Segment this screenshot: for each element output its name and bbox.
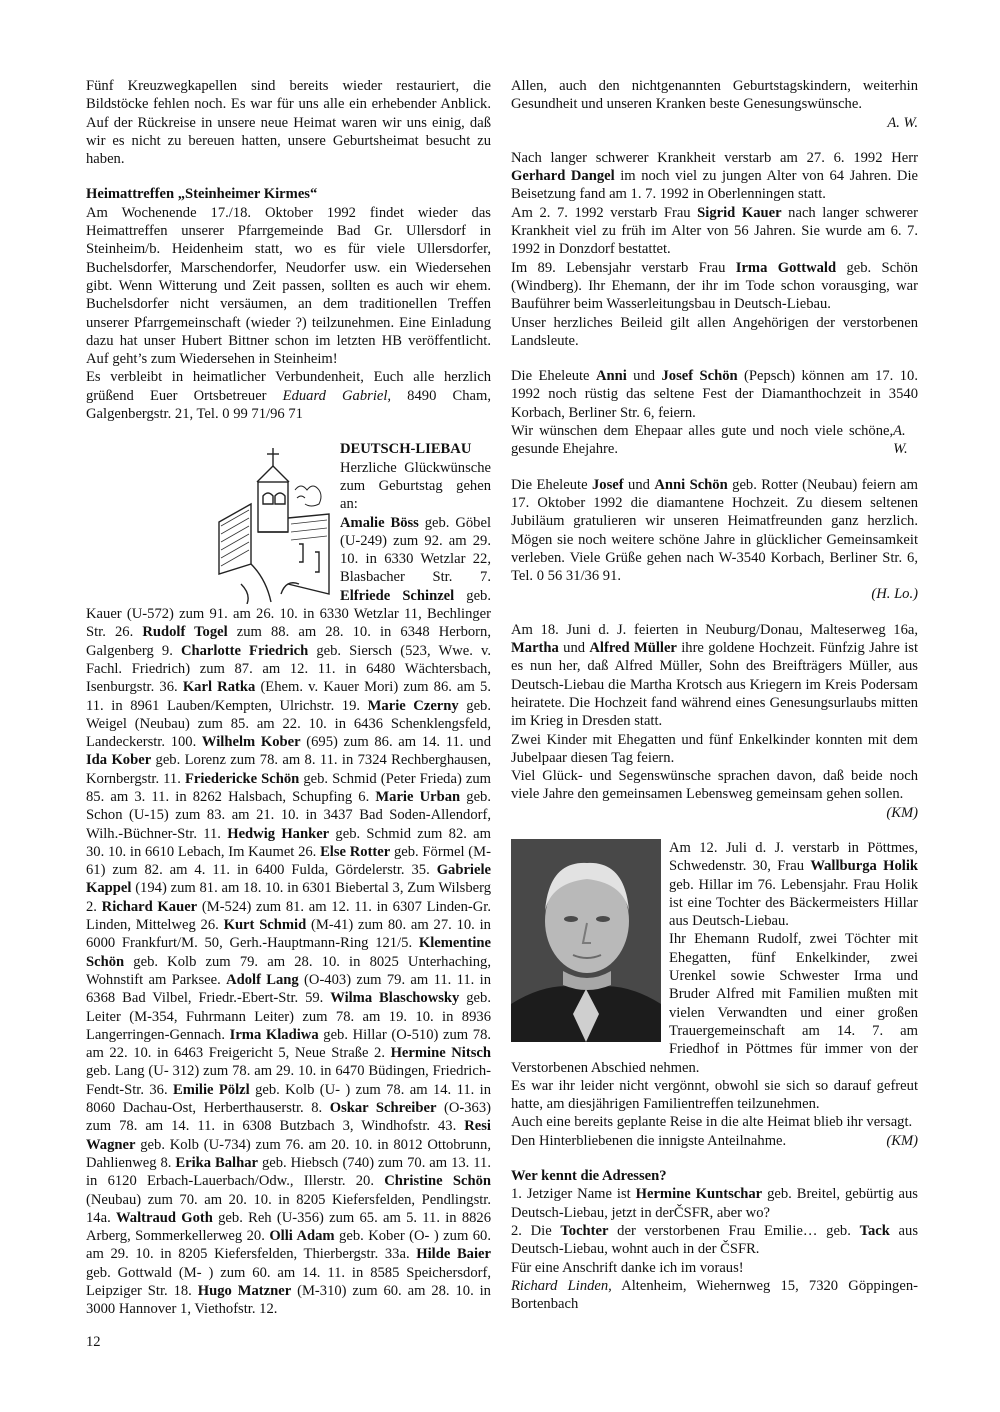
portrait-photo — [511, 839, 661, 1042]
kirmes-closing: Es verbleibt in heimatlicher Verbundenheit, Euch alle herzlich grüßend Euer Ortsbetreuer Eduard Gabriel, 8490 Cham, Galgenbergstr. 21, Tel. 0 99 71/96 71 — [86, 369, 491, 423]
address-sender: Richard Linden, Altenheim, Wiehernweg 15, 7320 Göppingen-Bortenbach — [511, 1277, 918, 1313]
birthday-intro: Herzliche Glückwünsche zum Geburtstag gehen an: — [340, 459, 491, 513]
birthday-entry: Richard Kauer (M-524) zum 81. am 12. 11. in 6307 Linden-Gr. Linden, Mittelweg 26. — [86, 898, 492, 934]
person-name: Hilde Baier — [416, 1246, 491, 1263]
birthday-entry: Hedwig Hanker geb. Schmid zum 82. am 30. 10. in 6610 Lebach, Im Kaumet 26. — [86, 825, 491, 860]
birthday-entry: Erika Balhar geb. Hiebsch (740) zum 70. am 13. 11. in 6120 Erbach-Lauerbach/Odw., Illerstr. 20. — [86, 1154, 491, 1190]
address-query-1: 1. Jetziger Name ist Hermine Kuntschar geb. Breitel, gebürtig aus Deutsch-Liebau, jetzt in derČSFR, aber wo? — [511, 1186, 918, 1221]
birthday-entry: Wilhelm Kober (695) zum 86. am 14. 11. und — [201, 734, 491, 751]
birthday-entry: Elfriede Schinzel geb. Kauer (U-572) zum 91. am 26. 10. in 6330 Wetzlar 11, Bechlinger Str. 26. — [86, 587, 492, 641]
obituary-holik — [511, 839, 918, 1077]
person-name: Kurt Schmid — [223, 917, 307, 934]
death-dangel: Nach langer schwerer Krankheit verstarb am 27. 6. 1992 Herr Gerhard Dangel im noch viel zu jungen Alter von 64 Jahren. Die Beisetzung fand am 1. 7. 1992 in Oberlenningen statt. — [511, 149, 918, 203]
golden-wedding-family: Zwei Kinder mit Ehegatten und fünf Enkelkinder konnten mit dem Jubelpaar diesen Tag feiern. — [511, 731, 918, 766]
person-name: Olli Adam — [269, 1228, 335, 1245]
condolence: Unser herzliches Beileid gilt allen Angehörigen der verstorbenen Landsleute. — [511, 314, 918, 349]
person-name: Marie Czerny — [367, 697, 459, 714]
person-name: Richard Kauer — [101, 898, 198, 915]
birthday-entry: Kurt Schmid (M-41) zum 80. am 27. 10. in 6000 Frankfurt/M. 50, Gerh.-Hauptmann-Ring 121/5. — [86, 917, 491, 952]
birthday-entry: Rudolf Togel zum 88. am 28. 10. in 6348 Herborn, Galgenberg 9. — [86, 624, 491, 659]
person-name: Emilie Pölzl — [172, 1081, 250, 1098]
wishes-text: Allen, auch den nichtgenannten Geburtstagskindern, weiterhin Gesundheit und unseren Kranken beste Genesungswünsche. — [511, 78, 918, 113]
person-name: Hermine Nitsch — [390, 1045, 491, 1062]
person-name: Else Rotter — [320, 843, 391, 860]
deutsch-liebau-heading: DEUTSCH-LIEBAU — [340, 441, 472, 458]
birthday-entry: Klementine Schön geb. Kolb zum 79. am 28. 10. in 8025 Unterhaching, Wohnstift am Parksee. — [86, 935, 491, 988]
left-column — [86, 77, 491, 1319]
birthday-entry: Wilma Blaschowsky geb. Leiter (M-354, Fuhrmann Leiter) zum 78. am 19. 10. in 8936 Langerringen-Gennach. — [86, 990, 491, 1043]
obituary-reunion: Es war ihr leider nicht vergönnt, obwohl sie sich so darauf gefreut hatte, am diesjährigen Familientreffen teilzunehmen. — [511, 1077, 918, 1113]
person-name: Hedwig Hanker — [227, 825, 330, 842]
diamond-wedding-josef-anni: Die Eheleute Josef und Anni Schön geb. Rotter (Neubau) feiern am 17. Oktober 1992 die diamantene Hochzeit. Zu diesem seltenen Jubiläum gratulieren wir unseren Heimatfreunden ganz herzlich. Mögen sie noch weitere schöne Jahre in glücklicher Gemeinsamkeit verleben. Viele Grüße gehen nach W-3540 Korbach, Berliner Str. 6, Tel. 0 56 31/36 91. — [511, 476, 918, 585]
signature: (KM) — [886, 804, 918, 821]
address-thanks: Für eine Anschrift danke ich im voraus! — [511, 1259, 744, 1276]
birthday-entry: Karl Ratka (Ehem. v. Kauer Mori) zum 86. am 5. 11. in 8961 Lauben/Kempten, Ulrichstr. 19. — [86, 679, 491, 714]
birthday-entry: Emilie Pölzl geb. Kolb (U- ) zum 78. am 14. 11. in 8060 Dachau-Ost, Herberthauserstr. 8. — [86, 1081, 491, 1117]
birthday-entry: Marie Urban geb. Schon (U-15) zum 83. am 21. 10. in 3437 Bad Soden-Allendorf, Wilh.-Büchner-Str. 11. — [86, 788, 491, 842]
person-name: Erika Balhar — [175, 1154, 259, 1171]
birthday-entry: Irma Kladiwa geb. Hillar (O-510) zum 78. am 22. 10. in 6463 Freigericht 5, Neue Straße 2. — [86, 1026, 492, 1062]
birthday-entry: Else Rotter geb. Förmel (M-61) zum 82. am 4. 11. in 6400 Fulda, Gördelerstr. 35. — [86, 843, 491, 879]
person-name: Christine Schön — [384, 1173, 491, 1190]
person-name: Ida Kober — [86, 752, 152, 769]
right-column — [511, 77, 918, 1313]
signature: (H. Lo.) — [871, 586, 918, 603]
birthday-entry: Hermine Nitsch geb. Lang (U- 312) zum 78. am 29. 10. in 6470 Büdingen, Friedrich-Fendt-Str. 36. — [86, 1045, 491, 1098]
kirmes-heading: Heimattreffen „Steinheimer Kirmes“ — [86, 186, 318, 203]
person-name: Marie Urban — [375, 788, 461, 805]
person-name: Elfriede Schinzel — [340, 587, 455, 604]
person-name: Wilhelm Kober — [201, 734, 301, 751]
signature: A. W. — [887, 114, 918, 131]
person-name: Rudolf Togel — [142, 624, 228, 641]
golden-wedding: Am 18. Juni d. J. feierten in Neuburg/Donau, Malteserweg 16a, Martha und Alfred Müller ihre goldene Hochzeit. Fünfzig Jahre ist es nun her, daß Alfred Müller, Sohn des Breifträgers Müller, aus Deutsch-Liebau die Martha Krotsch aus Kriegern im Kreis Podersam heiratete. Die Hochzeit fand während eines Genesungsurlaubs mitten im Krieg in Dresden statt. — [511, 621, 919, 730]
addresses-heading: Wer kennt die Adressen? — [511, 1168, 667, 1185]
signature: (KM) — [886, 1132, 918, 1149]
diamond-wish-line: Wir wünschen dem Ehepaar alles gute und noch viele schöne, gesunde Ehejahre. A. W. — [511, 422, 918, 459]
obituary-sympathy-line: Den Hinterbliebenen die innigste Anteilnahme. (KM) — [511, 1132, 918, 1149]
person-name: Klementine Schön — [86, 935, 491, 970]
obituary-family: Ihr Ehemann Rudolf, zwei Töchter mit Ehegatten, fünf Enkelkinder, zwei Urenkel sowie Schwester Irma und Bruder Alfred mit Familien mußten mit vielen Verwandten und einer großen Trauergemeinschaft am 14. 7. am Friedhof in Pöttmes für immer von der Verstorbenen Abschied nehmen. — [511, 931, 918, 1076]
birthday-entry: Christine Schön (Neubau) zum 70. am 20. 10. in 8205 Kiefersfelden, Pendlingstr. 14a. — [86, 1173, 491, 1226]
church-drawing-illustration — [211, 444, 336, 604]
person-name: Friedericke Schön — [184, 770, 300, 787]
signature: A. W. — [893, 423, 908, 458]
birthday-entry: Waltraud Goth geb. Reh (U-356) zum 65. am 5. 11. in 8826 Arberg, Sommerkellerweg 20. — [86, 1209, 492, 1245]
obituary-trip: Auch eine bereits geplante Reise in die alte Heimat blieb ihr versagt. — [511, 1114, 913, 1131]
birthday-entry: Friedericke Schön geb. Schmid (Peter Frieda) zum 85. am 3. 11. in 8262 Halsbach, Schupfing 6. — [86, 770, 491, 805]
death-gottwald: Im 89. Lebensjahr verstarb Frau Irma Gottwald geb. Schön (Windberg). Ihr Ehemann, der ihr im Tode schon vorausging, war Bauführer beim Wasserleitungsbau in Deutsch-Liebau. — [511, 259, 919, 313]
birthday-entry: Olli Adam geb. Kober (O- ) zum 60. am 29. 10. in 8205 Kiefersfelden, Thierbergstr. 33a. — [86, 1228, 491, 1263]
person-name: Charlotte Friedrich — [180, 642, 309, 659]
birthday-entry: Charlotte Friedrich geb. Siersch (523, Wwe. v. Fachl. Friedrich) zum 87. am 12. 11. in 6480 Wächtersbach, Isenburgstr. 36. — [86, 642, 491, 696]
person-name: Wilma Blaschowsky — [330, 990, 460, 1007]
person-name: Irma Kladiwa — [229, 1026, 319, 1043]
person-name: Oskar Schreiber — [329, 1100, 437, 1117]
person-name: Amalie Böss — [340, 514, 419, 531]
person-name: Karl Ratka — [182, 679, 256, 696]
birthday-entry: Ida Kober geb. Lorenz zum 78. am 8. 11. in 7324 Rechberghausen, Kornbergstr. 11. — [86, 752, 491, 787]
birthday-entry: Marie Czerny geb. Weigel (Neubau) zum 85. am 22. 10. in 6436 Schenklengsfeld, Landeckerstr. 100. — [86, 697, 491, 751]
birthday-entry: Oskar Schreiber (O-363) zum 78. am 14. 11. in 6308 Butzbach 3, Windhofstr. 43. — [86, 1100, 491, 1135]
person-name: Adolf Lang — [226, 971, 299, 988]
person-name: Resi Wagner — [86, 1118, 491, 1153]
obituary-text: Am 12. Juli d. J. verstarb in Pöttmes, Schwedenstr. 30, Frau Wallburga Holik geb. Hillar im 76. Lebensjahr. Frau Holik ist eine Tochter des Bäckermeisters Hillar aus Deutsch-Liebau. — [669, 839, 918, 930]
kreuzweg-paragraph: Fünf Kreuzwegkapellen sind bereits wieder restauriert, die Bildstöcke fehlen noch. Es war für uns alle ein erhebender Anblick. Auf der Rückreise in unsere neue Heimat waren wir uns einig, daß wir es nicht zu bereuen hatten, unsere Geburtsheimat besucht zu haben. — [86, 78, 491, 168]
person-name: Waltraud Goth — [115, 1209, 213, 1226]
birthday-entry: Adolf Lang (O-403) zum 79. am 11. 11. in 6368 Bad Vilbel, Friedr.-Ebert-Str. 59. — [86, 971, 491, 1007]
deutsch-liebau-section — [86, 440, 491, 1318]
golden-wedding-wishes: Viel Glück- und Segenswünsche sprachen davon, daß beide noch viele Jahre den gemeinsamen Lebensweg gemeinsam gehen sollen. — [511, 768, 918, 803]
death-kauer: Am 2. 7. 1992 verstarb Frau Sigrid Kauer nach langer schwerer Krankheit viel zu früh im Alter von 56 Jahren. Sie wurde am 6. 7. 1992 in Donzdorf bestattet. — [511, 204, 918, 258]
birthday-list — [86, 514, 491, 1319]
page-number: 12 — [86, 1334, 101, 1350]
person-name: Gabriele Kappel — [86, 862, 491, 897]
birthday-entry: Amalie Böss geb. Göbel (U-249) zum 92. am 29. 10. in 6330 Wetzlar 22, Blasbacher Str. 7. — [340, 514, 491, 586]
address-query-2: 2. Die Tochter der verstorbenen Frau Emilie… geb. Tack aus Deutsch-Liebau, wohnt auch in der ČSFR. — [511, 1222, 918, 1258]
kirmes-body: Am Wochenende 17./18. Oktober 1992 findet wieder das Heimattreffen unserer Pfarrgemeinde Bad Gr. Ullersdorf in Steinheim/b. Heidenheim statt, wo es für viele Ullersdorfer, Buchelsdorfer, Marschendorfer, Neudorfer usw. ein Wiedersehen gibt. Wenn Witterung und Zeit passen, sollten es auch wir ehem. Buchelsdorfer nicht versäumen, an dem traditionellen Treffen unserer Pfarrgemeinschaft (wieder ?) teilzunehmen. Eine Einladung dazu hat unser Hubert Bittner schon im letzten HB veröffentlicht. Auf geht’s zum Wiedersehen in Steinheim! — [86, 204, 491, 368]
birthday-entry: Resi Wagner geb. Kolb (U-734) zum 76. am 20. 10. in 8012 Ottobrunn, Dahlienweg 8. — [86, 1118, 491, 1171]
birthday-entry: Hilde Baier geb. Gottwald (M- ) zum 60. am 14. 11. in 8585 Speichersdorf, Leipziger Str. 18. — [86, 1246, 491, 1299]
person-name: Hugo Matzner — [197, 1283, 292, 1299]
birthday-entry: Hugo Matzner (M-310) zum 60. am 28. 10. in 3000 Hannover 1, Viethofstr. 12. — [86, 1283, 491, 1318]
birthday-entry: Gabriele Kappel (194) zum 81. am 18. 10. in 6301 Biebertal 3, Zum Wilsberg 2. — [86, 862, 491, 915]
diamond-wedding-anni-josef: Die Eheleute Anni und Josef Schön (Pepsch) können am 17. 10. 1992 noch rüstig das seltene Fest der Diamanthochzeit in 3540 Korbach, Berliner Str. 6, feiern. — [511, 368, 918, 421]
